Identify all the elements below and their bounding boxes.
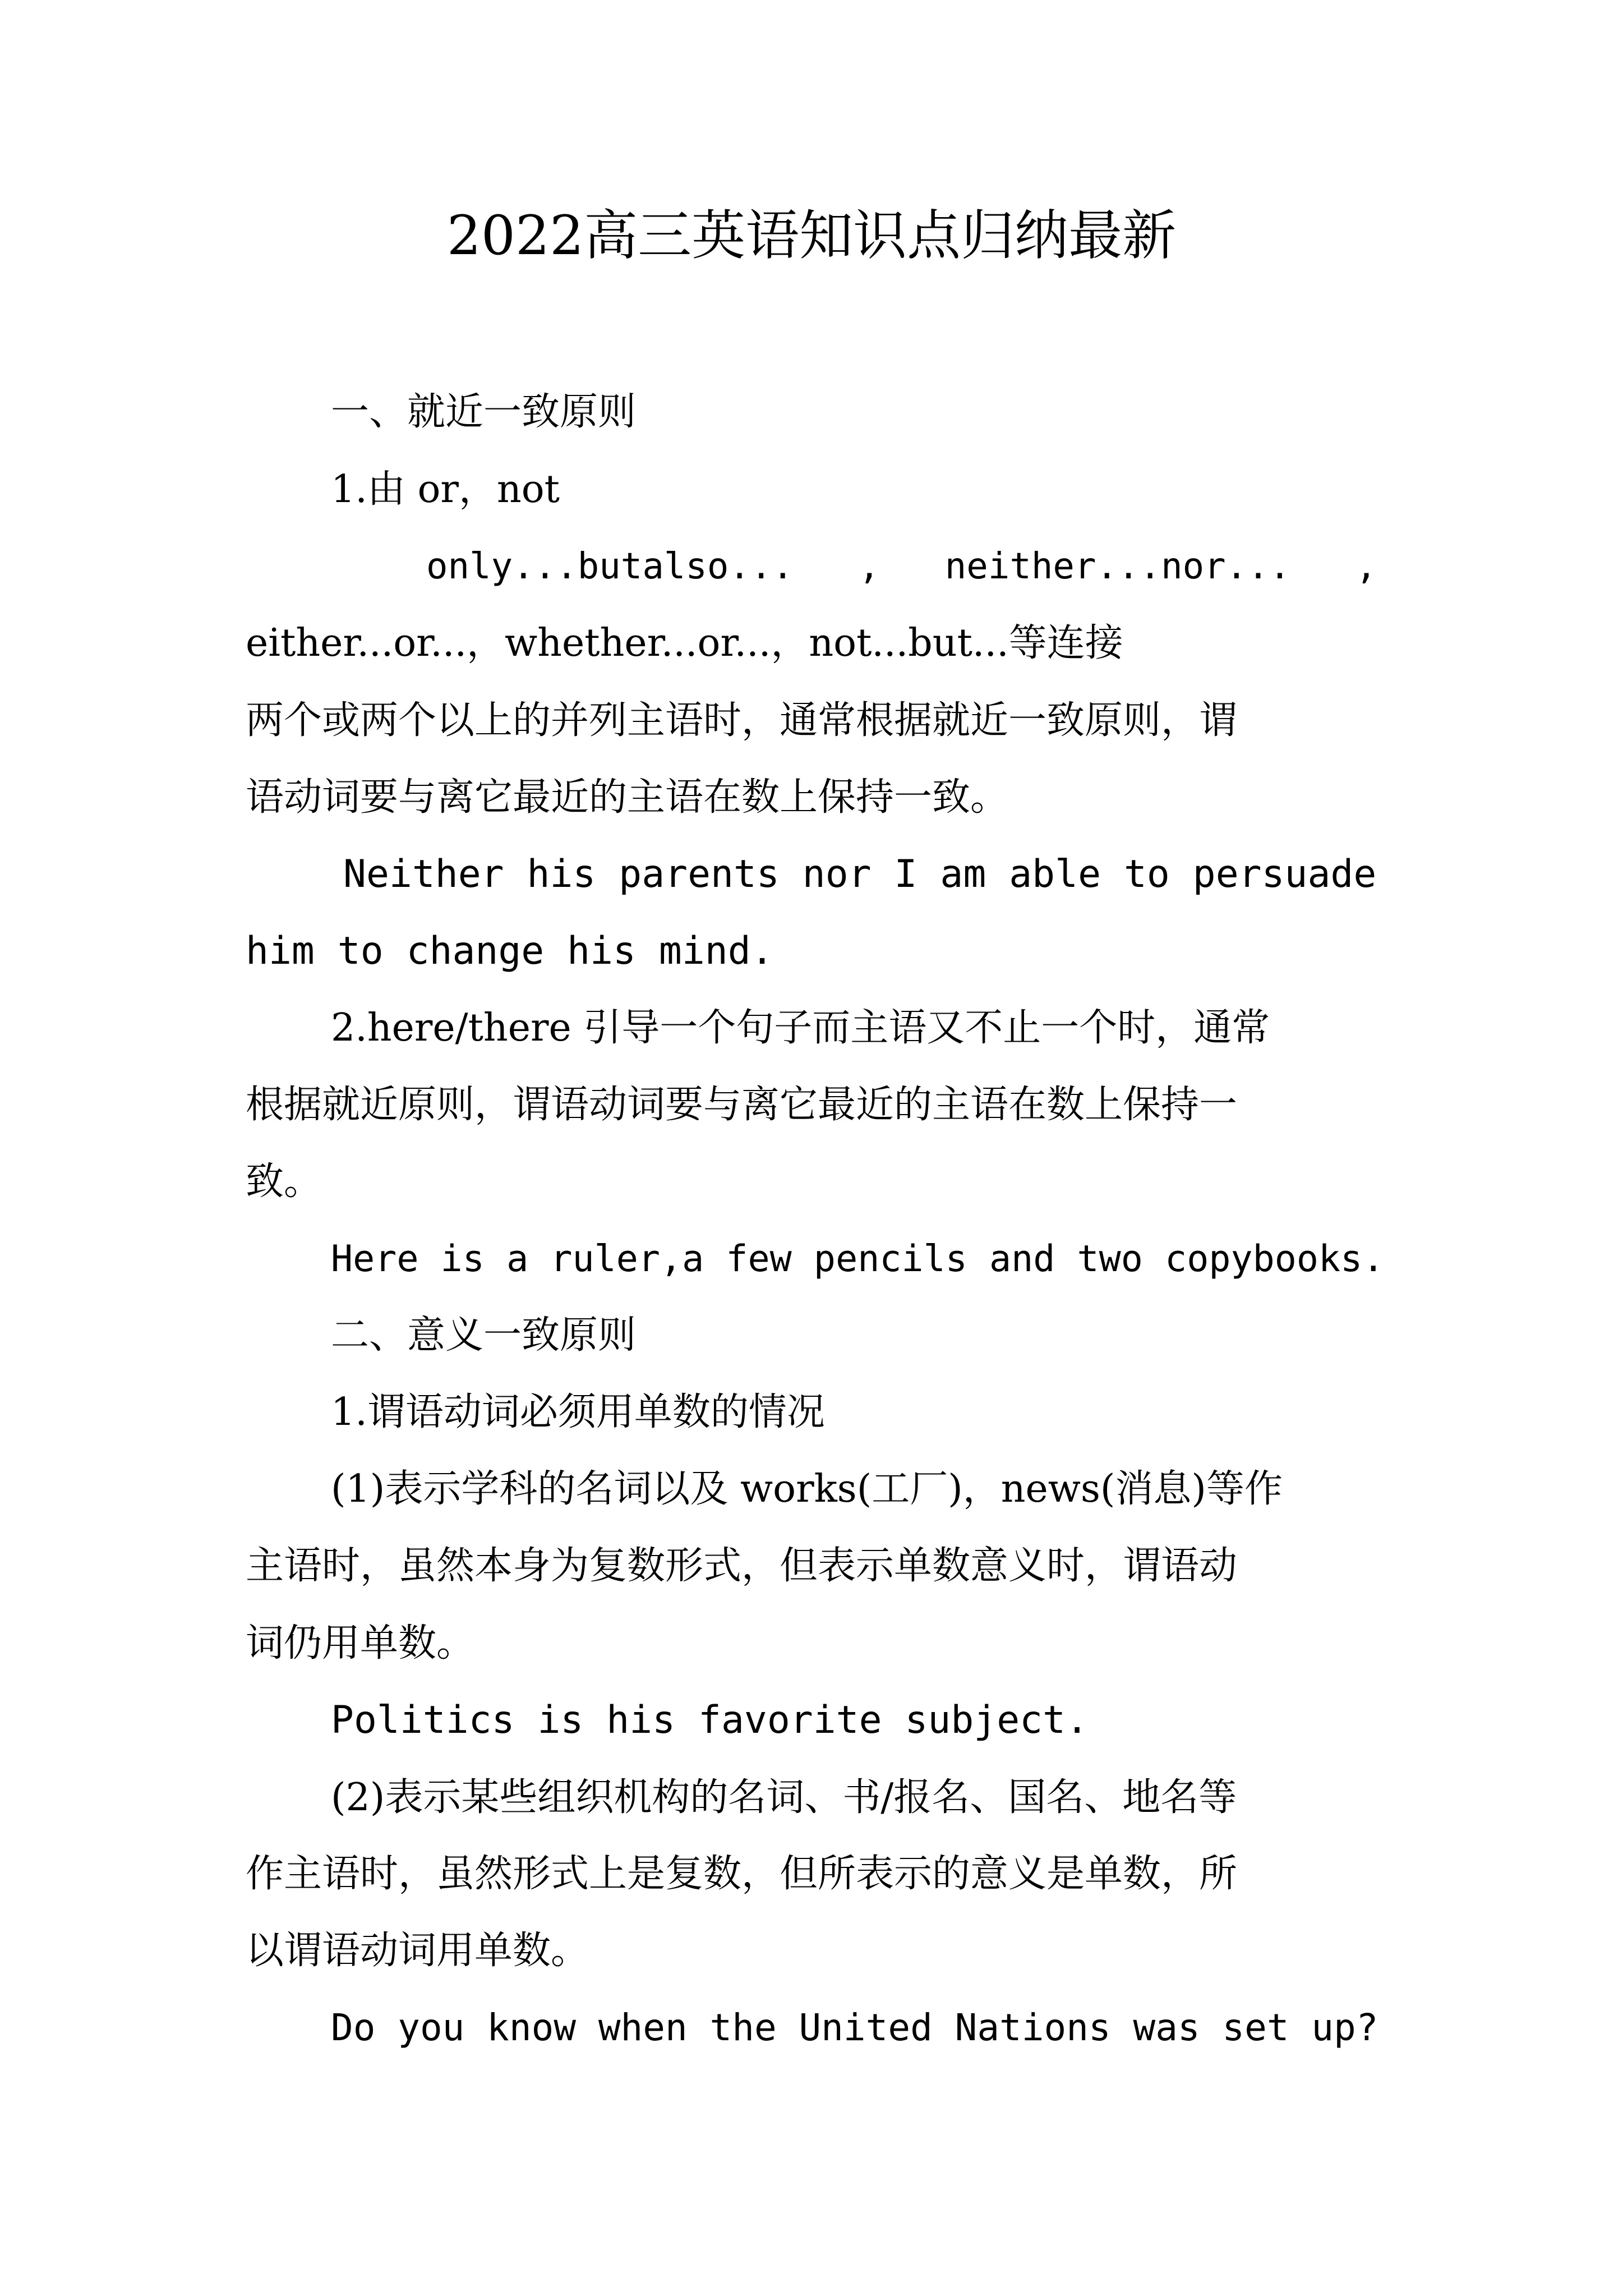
paragraph-line: 以谓语动词用单数。 [246,1929,589,1973]
paragraph-line: (2)表示某些组织机构的名词、书/报名、国名、地名等 [331,1775,1237,1820]
paragraph-line: 作主语时，虽然形式上是复数，但所表示的意义是单数，所 [246,1852,1238,1896]
paragraph-line: 致。 [246,1159,322,1204]
section-heading-1: 一、就近一致原则 [331,390,637,434]
document-title: 2022高三英语知识点归纳最新 [446,204,1177,267]
paragraph-line: either...or...，whether...or...，not...but...等连接 [246,621,1123,665]
paragraph-line: 语动词要与离它最近的主语在数上保持一致。 [246,775,1009,820]
paragraph-line: 根据就近原则，谓语动词要与离它最近的主语在数上保持一 [246,1083,1238,1127]
paragraph-line: 词仍用单数。 [246,1621,475,1665]
paragraph-line: 主语时，虽然本身为复数形式，但表示单数意义时，谓语动 [246,1544,1238,1588]
example-sentence: him to change his mind. [246,929,774,973]
paragraph-line: 1.谓语动词必须用单数的情况 [331,1390,825,1434]
paragraph-line: only...butalso... , neither...nor... , [426,546,1377,587]
paragraph-line: (1)表示学科的名词以及 works(工厂)，news(消息)等作 [331,1467,1283,1511]
example-sentence: Politics is his favorite subject. [331,1698,1089,1742]
example-sentence: Neither his parents nor I am able to persuade [343,852,1377,896]
paragraph-line: 1.由 or，not [331,467,560,512]
example-sentence: Do you know when the United Nations was set up? [331,2006,1378,2049]
example-sentence: Here is a ruler,a few pencils and two copybooks. [331,1238,1385,1280]
section-heading-2: 二、意义一致原则 [331,1313,637,1358]
paragraph-line: 2.here/there 引导一个句子而主语又不止一个时，通常 [331,1006,1270,1050]
paragraph-line: 两个或两个以上的并列主语时，通常根据就近一致原则，谓 [246,698,1238,743]
